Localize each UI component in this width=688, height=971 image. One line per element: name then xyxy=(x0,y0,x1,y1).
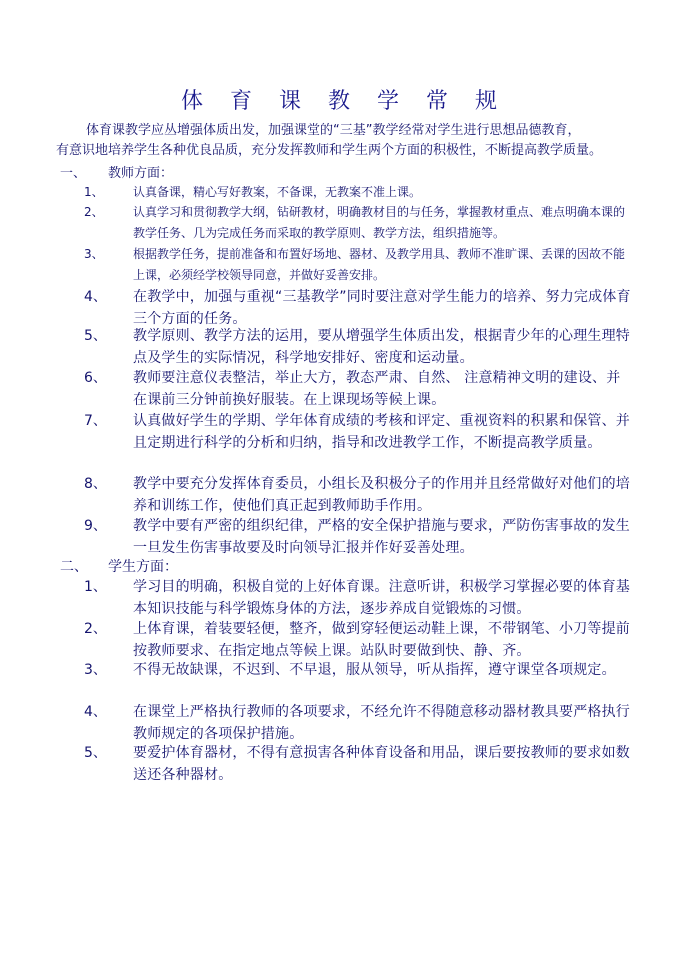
list-item xyxy=(84,659,644,703)
item-number: 7、 xyxy=(84,413,107,429)
item-number: 5、 xyxy=(84,745,107,761)
item-text: 要爱护体育器材，不得有意损害各种体育设备和用品，课后要按教师的要求如数送还各种器材。 xyxy=(133,745,630,783)
list-item xyxy=(84,473,644,517)
item-number: 4、 xyxy=(84,704,107,720)
list-item xyxy=(84,576,644,620)
item-text: 教师要注意仪表整洁，举止大方，教态严肃、自然、 注意精神文明的建设、并在课前三分钟前换好服装。在上课现场等候上课。 xyxy=(133,370,621,408)
item-text: 教学原则、教学方法的运用，要从增强学生体质出发，根据青少年的心理生理特点及学生的实际情况，科学地安排好、密度和运动量。 xyxy=(133,328,630,366)
list-item xyxy=(84,618,644,662)
list-item xyxy=(84,742,644,786)
section-label: 学生方面： xyxy=(108,559,178,575)
section-label: 教师方面： xyxy=(108,166,174,181)
list-item xyxy=(84,325,644,369)
item-number: 5、 xyxy=(84,328,107,344)
item-number: 9、 xyxy=(84,518,107,534)
list-item xyxy=(84,202,644,244)
item-number: 3、 xyxy=(84,662,107,678)
item-text: 认真备课，精心写好教案，不备课，无教案不准上课。 xyxy=(133,185,422,199)
item-number: 3、 xyxy=(84,247,104,261)
section-number: 一、 xyxy=(60,166,87,181)
item-text: 在课堂上严格执行教师的各项要求，不经允许不得随意移动器材教具要严格执行教师规定的各项保护措施。 xyxy=(133,704,630,742)
list-item xyxy=(84,244,644,286)
list-item xyxy=(84,286,644,330)
list-item xyxy=(84,701,644,745)
item-number: 2、 xyxy=(84,205,104,219)
item-number: 8、 xyxy=(84,476,107,492)
item-text: 教学中要有严密的组织纪律，严格的安全保护措施与要求，严防伤害事故的发生一旦发生伤害事故要及时向领导汇报并作好妥善处理。 xyxy=(133,518,630,556)
section-heading-teachers xyxy=(60,162,360,182)
item-text: 不得无故缺课，不迟到、不早退，服从领导，听从指挥，遵守课堂各项规定。 xyxy=(133,662,616,678)
item-number: 4、 xyxy=(84,289,107,305)
list-item xyxy=(84,182,644,204)
item-text: 学习目的明确，积极自觉的上好体育课。注意听讲，积极学习掌握必要的体育基本知识技能与科学锻炼身体的方法，逐步养成自觉锻炼的习惯。 xyxy=(133,579,630,617)
item-text: 教学中要充分发挥体育委员，小组长及积极分子的作用并且经常做好对他们的培养和训练工作，使他们真正起到教师助手作用。 xyxy=(133,476,630,514)
intro-line: 有意识地培养学生各种优良品质，充分发挥教师和学生两个方面的积极性，不断提高教学质量。 xyxy=(56,143,603,158)
intro-paragraph xyxy=(56,121,646,161)
section-heading-students xyxy=(60,556,360,578)
intro-line: 体育课教学应丛增强体质出发，加强课堂的“三基”教学经常对学生进行思想品德教育， xyxy=(86,123,581,138)
item-number: 2、 xyxy=(84,621,107,637)
item-text: 根据教学任务，提前准备和布置好场地、器材、及教学用具、教师不准旷课、丢课的因故不能上课，必须经学校领导同意，并做好妥善安排。 xyxy=(133,247,626,282)
item-text: 认真做好学生的学期、学年体育成绩的考核和评定、重视资料的积累和保管、并且定期进行科学的分析和归纳，指导和改进教学工作，不断提高教学质量。 xyxy=(133,413,630,451)
item-text: 在教学中，加强与重视“三基教学”同时要注意对学生能力的培养、努力完成体育三个方面的任务。 xyxy=(133,289,631,327)
section-number: 二、 xyxy=(60,559,88,575)
item-text: 认真学习和贯彻教学大纲，钻研教材，明确教材目的与任务，掌握教材重点、难点明确本课的教学任务、几为完成任务而采取的教学原则、教学方法，组织措施等。 xyxy=(133,205,626,240)
list-item xyxy=(84,410,644,476)
list-item xyxy=(84,367,644,411)
item-number: 1、 xyxy=(84,185,104,199)
item-text: 上体育课，着装要轻便，整齐，做到穿轻便运动鞋上课，不带钢笔、小刀等提前按教师要求、在指定地点等候上课。站队时要做到快、静、齐。 xyxy=(133,621,630,659)
list-item xyxy=(84,515,644,559)
item-number: 6、 xyxy=(84,370,107,386)
document-title: 体 育 课 教 学 常 规 xyxy=(181,89,507,114)
item-number: 1、 xyxy=(84,579,107,595)
